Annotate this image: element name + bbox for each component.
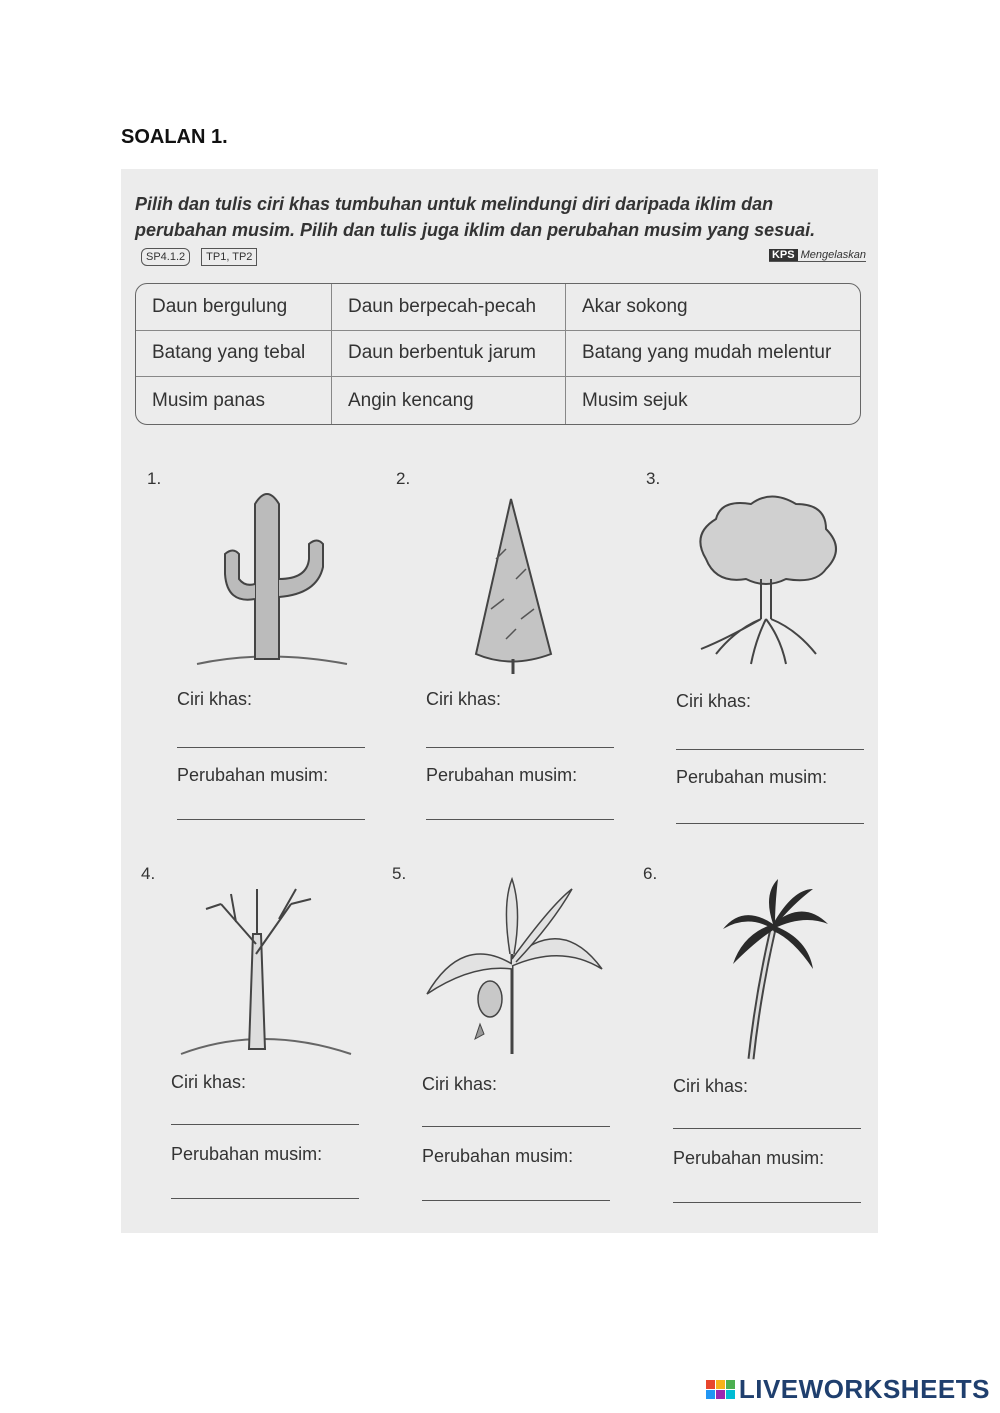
answer-line-musim[interactable] xyxy=(426,819,614,820)
answer-line-ciri[interactable] xyxy=(177,747,365,748)
mangrove-tree-icon xyxy=(666,479,866,674)
instruction-text: Pilih dan tulis ciri khas tumbuhan untuk melindungi diri daripada iklim dan perubahan musim. Pilih dan tulis juga iklim dan perubahan musim yang sesuai. xyxy=(135,194,816,240)
kps-label xyxy=(769,249,866,262)
cactus-icon xyxy=(167,479,367,674)
option-cell: Daun berpecah-pecah xyxy=(332,284,566,331)
answer-line-ciri[interactable] xyxy=(171,1124,359,1125)
plant-item-5 xyxy=(392,864,632,1244)
option-cell: Musim panas xyxy=(136,377,332,424)
answer-line-musim[interactable] xyxy=(177,819,365,820)
option-cell: Daun berbentuk jarum xyxy=(332,331,566,378)
coconut-palm-icon xyxy=(663,874,863,1069)
perubahan-musim-label: Perubahan musim: xyxy=(673,1148,825,1168)
bare-tree-icon xyxy=(161,874,361,1069)
options-table xyxy=(135,283,861,425)
answer-line-ciri[interactable] xyxy=(676,749,864,750)
answer-line-musim[interactable] xyxy=(171,1198,359,1199)
answer-line-musim[interactable] xyxy=(422,1200,610,1201)
perubahan-musim-label: Perubahan musim: xyxy=(171,1144,323,1164)
tp-tag: TP1, TP2 xyxy=(201,248,257,266)
plant-number: 6. xyxy=(643,864,658,883)
option-cell: Daun bergulung xyxy=(136,284,332,331)
option-cell: Akar sokong xyxy=(566,284,860,331)
worksheet-scan xyxy=(121,169,878,1233)
option-cell: Musim sejuk xyxy=(582,389,688,411)
perubahan-musim-label: Perubahan musim: xyxy=(422,1146,574,1166)
pine-tree-icon xyxy=(416,479,616,674)
ciri-khas-label: Ciri khas: xyxy=(673,1076,749,1096)
plant-item-4 xyxy=(141,864,381,1244)
plant-item-2 xyxy=(396,469,636,849)
banana-tree-icon xyxy=(412,874,612,1069)
option-cell: Batang yang tebal xyxy=(136,331,332,378)
ciri-khas-label: Ciri khas: xyxy=(426,689,502,709)
plant-number: 5. xyxy=(392,864,407,883)
plant-number: 1. xyxy=(147,469,162,488)
perubahan-musim-label: Perubahan musim: xyxy=(177,765,329,785)
answer-line-musim[interactable] xyxy=(676,823,864,824)
perubahan-musim-label: Perubahan musim: xyxy=(676,767,828,787)
instruction xyxy=(135,191,865,269)
ciri-khas-label: Ciri khas: xyxy=(171,1072,247,1092)
ciri-khas-label: Ciri khas: xyxy=(676,691,752,711)
plant-item-3 xyxy=(646,469,886,849)
sp-tag: SP4.1.2 xyxy=(141,248,190,266)
kps-badge: KPS xyxy=(769,249,798,261)
answer-line-ciri[interactable] xyxy=(426,747,614,748)
liveworksheets-logo xyxy=(706,1374,990,1405)
plant-number: 3. xyxy=(646,469,661,488)
option-cell: Batang yang mudah melentur xyxy=(566,331,860,378)
plant-item-1 xyxy=(147,469,387,849)
answer-line-ciri[interactable] xyxy=(422,1126,610,1127)
answer-line-ciri[interactable] xyxy=(673,1128,861,1129)
plant-number: 4. xyxy=(141,864,156,883)
plant-item-6 xyxy=(643,864,883,1244)
logo-icon xyxy=(706,1380,735,1399)
answer-line-musim[interactable] xyxy=(673,1202,861,1203)
option-cell: Angin kencang xyxy=(332,377,566,424)
brand-text: LIVEWORKSHEETS xyxy=(738,1374,990,1404)
ciri-khas-label: Ciri khas: xyxy=(177,689,253,709)
question-heading: SOALAN 1. xyxy=(121,126,228,148)
kps-text: Mengelaskan xyxy=(800,249,866,261)
perubahan-musim-label: Perubahan musim: xyxy=(426,765,578,785)
ciri-khas-label: Ciri khas: xyxy=(422,1074,498,1094)
plant-number: 2. xyxy=(396,469,411,488)
